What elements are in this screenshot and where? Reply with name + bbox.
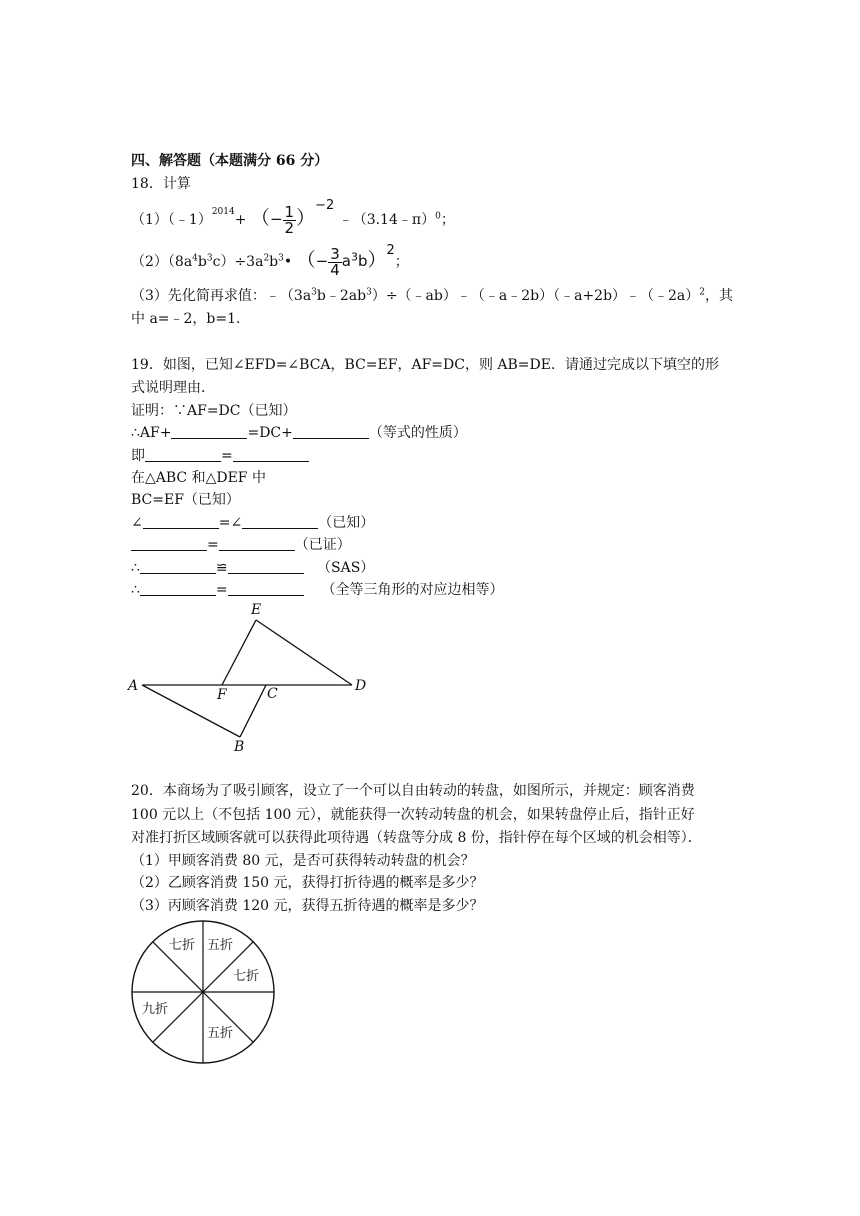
q19-proof-bc-ef: BC=EF（已知） bbox=[131, 492, 240, 508]
point-label-b: B bbox=[234, 739, 245, 755]
q19-proof-add: ∴AF+ =DC+ （等式的性质） bbox=[131, 425, 467, 441]
q19-proof-angle: ∠ =∠ （已知） bbox=[131, 515, 375, 531]
q20-subquestion-1: （1）甲顾客消费 80 元，是否可获得转动转盘的机会？ bbox=[131, 853, 475, 869]
q19-proof-conclusion: ∴ = （全等三角形的对应边相等） bbox=[131, 582, 504, 598]
q20-spinner-wheel bbox=[125, 920, 285, 1072]
point-label-e: E bbox=[251, 602, 262, 618]
wheel-label: 五折 bbox=[207, 938, 234, 953]
blank[interactable] bbox=[293, 424, 369, 439]
blank[interactable] bbox=[131, 536, 207, 551]
blank[interactable] bbox=[219, 536, 295, 551]
q20-stem-line2: 100 元以上（不包括 100 元），就能获得一次转动转盘的机会，如果转盘停止后，指针正好 bbox=[131, 807, 695, 823]
blank[interactable] bbox=[143, 514, 219, 529]
fraction-one-half: $\frac{1}{2}$ bbox=[284, 202, 295, 237]
blank[interactable] bbox=[145, 447, 221, 462]
point-label-c: C bbox=[267, 686, 278, 702]
point-label-d: D bbox=[355, 678, 367, 694]
blank[interactable] bbox=[140, 581, 216, 596]
point-label-a: A bbox=[128, 678, 139, 694]
wheel-label: 七折 bbox=[169, 938, 196, 953]
section-title: 四、解答题（本题满分 66 分） bbox=[131, 153, 329, 169]
segment-ed bbox=[256, 620, 352, 685]
q19-proof-ji: 即 = bbox=[131, 447, 309, 465]
q18-part3: （3）先化简再求值：$﹣(3a^3b﹣2ab^3)\div(﹣ab)﹣(﹣a﹣2b)(﹣a+2b)﹣(﹣2a)^2$，其 bbox=[131, 287, 734, 304]
wheel-label: 九折 bbox=[142, 1002, 169, 1017]
wheel-label: 七折 bbox=[233, 969, 260, 984]
q18-part3-cont: 中 a=﹣2，b=1． bbox=[131, 311, 251, 327]
q19-proof-start: 证明：∵AF=DC（已知） bbox=[131, 403, 297, 419]
wheel-label: 五折 bbox=[207, 1026, 234, 1041]
q20-subquestion-2: （2）乙顾客消费 150 元，获得打折待遇的概率是多少？ bbox=[131, 875, 484, 891]
q18-heading: 18．计算 bbox=[131, 176, 191, 192]
q19-proof-side: = （已证） bbox=[131, 536, 351, 554]
point-label-f: F bbox=[217, 687, 227, 703]
q19-proof-in-triangles: 在△ABC 和△DEF 中 bbox=[131, 470, 266, 486]
blank[interactable] bbox=[228, 559, 304, 574]
q18-part1: （1）（﹣1）$^{2014}$+ （− $\frac{1}{2}$ ）$^{-2}$ ﹣（3.14﹣π）$^0$； bbox=[131, 198, 455, 237]
fraction-three-quarters: $\frac{3}{4}$ bbox=[330, 244, 340, 279]
q18-part2: $(2)(8a^4b^3c)\div 3a^2b^3•$ （− $\frac{3}{4}$ $a^3b)^2$； bbox=[131, 243, 409, 279]
blank[interactable] bbox=[228, 581, 304, 596]
q19-stem-line1: 19．如图，已知∠EFD=∠BCA，BC=EF，AF=DC，则 AB=DE．请通过完成以下填空的形 bbox=[131, 357, 719, 373]
segment-bc bbox=[240, 685, 266, 737]
blank[interactable] bbox=[242, 514, 318, 529]
blank[interactable] bbox=[233, 447, 309, 462]
q19-geometry-figure bbox=[120, 600, 380, 760]
q20-stem-line1: 20．本商场为了吸引顾客，设立了一个可以自由转动的转盘，如图所示，并规定：顾客消费 bbox=[131, 783, 695, 799]
q19-stem-line2: 式说明理由． bbox=[131, 380, 215, 396]
q19-proof-congruent: ∴ ≌ （SAS） bbox=[131, 560, 375, 576]
q20-subquestion-3: （3）丙顾客消费 120 元，获得五折待遇的概率是多少？ bbox=[131, 898, 484, 914]
blank[interactable] bbox=[171, 424, 247, 439]
q20-stem-line3: 对准打折区域顾客就可以获得此项待遇（转盘等分成 8 份，指针停在每个区域的机会相等）． bbox=[131, 830, 702, 846]
blank[interactable] bbox=[140, 559, 216, 574]
segment-fe bbox=[222, 620, 256, 685]
